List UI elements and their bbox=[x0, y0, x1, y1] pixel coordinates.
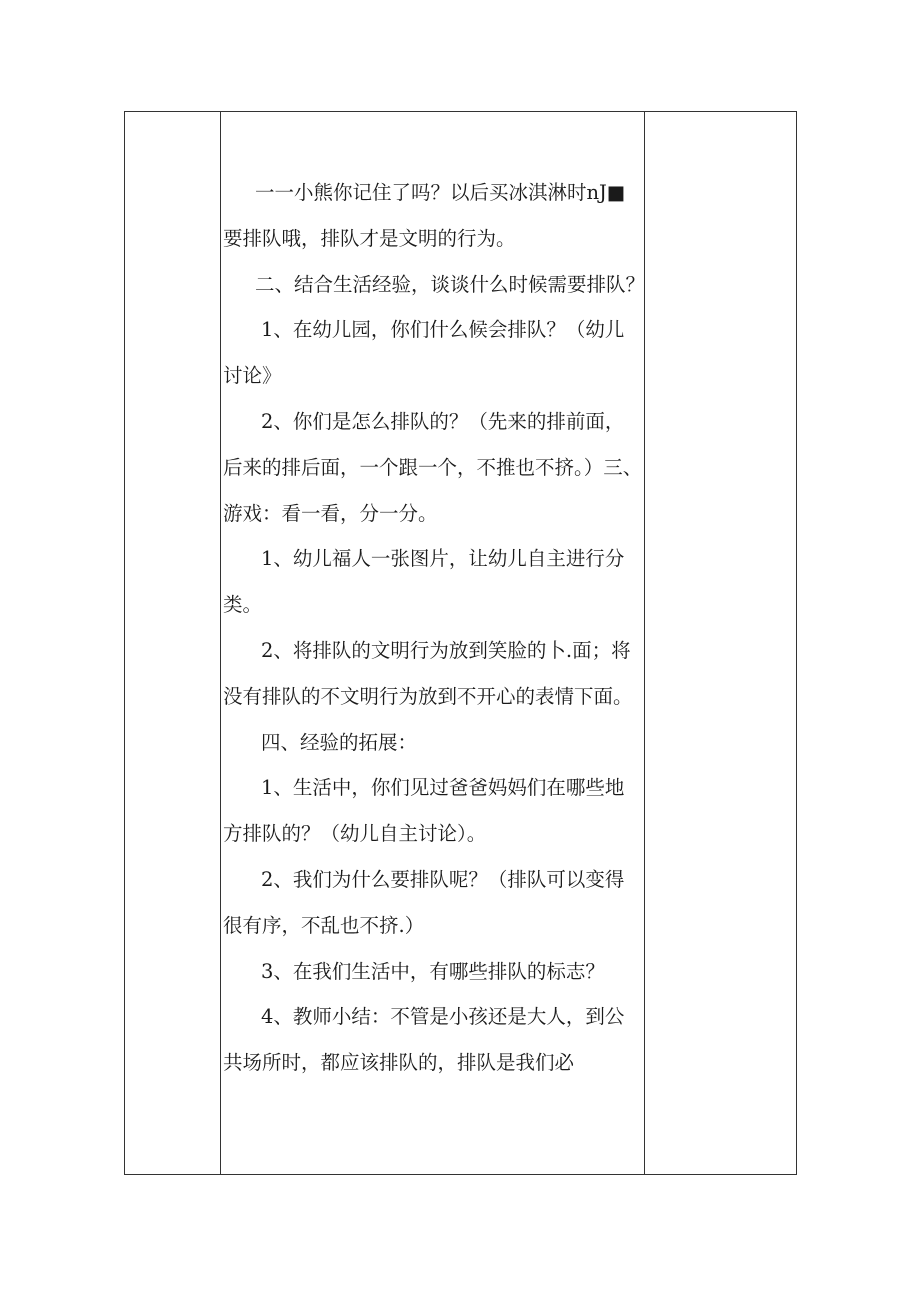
text-line: 要排队哦，排队才是文明的行为。 bbox=[223, 226, 516, 250]
text-line: 很有序，不乱也不挤.） bbox=[223, 913, 425, 937]
text-line: 讨论》 bbox=[223, 364, 282, 388]
text-line: 2、我们为什么要排队呢？（排队可以变得 bbox=[261, 867, 625, 891]
lesson-content bbox=[223, 170, 645, 1086]
text-line: 1、在幼儿园，你们什么候会排队？（幼儿 bbox=[261, 318, 625, 342]
left-column-divider bbox=[220, 112, 221, 1174]
text-line: 四、经验的拓展： bbox=[261, 730, 418, 754]
lesson-plan-table bbox=[124, 111, 797, 1175]
text-line: 没有排队的不文明行为放到不开心的表情下面。 bbox=[223, 684, 633, 708]
text-line: 1、幼儿福人一张图片，让幼儿自主进行分 bbox=[261, 547, 625, 571]
text-line: 类。 bbox=[223, 593, 263, 617]
text-line: 一一小熊你记住了吗？以后买冰淇淋时nJ■ bbox=[255, 181, 626, 204]
text-line: 1、生活中，你们见过爸爸妈妈们在哪些地 bbox=[261, 776, 625, 800]
text-line: 3、在我们生活中，有哪些排队的标志？ bbox=[261, 959, 605, 983]
text-line: 游戏：看一看，分一分。 bbox=[223, 501, 438, 525]
text-line: 2、将排队的文明行为放到笑脸的卜.面；将 bbox=[261, 638, 631, 662]
text-line: 共场所时，都应该排队的，排队是我们必 bbox=[223, 1051, 575, 1075]
text-line: 方排队的？（幼儿自主讨论）。 bbox=[223, 822, 487, 846]
text-line: 二、结合生活经验，谈谈什么时候需要排队？ bbox=[255, 272, 646, 296]
text-line: 2、你们是怎么排队的？（先来的排前面， bbox=[261, 409, 625, 433]
text-line: 后来的排后面，一个跟一个，不推也不挤。）三、 bbox=[223, 455, 643, 479]
text-line: 4、教师小结：不管是小孩还是大人，到公 bbox=[261, 1005, 625, 1029]
